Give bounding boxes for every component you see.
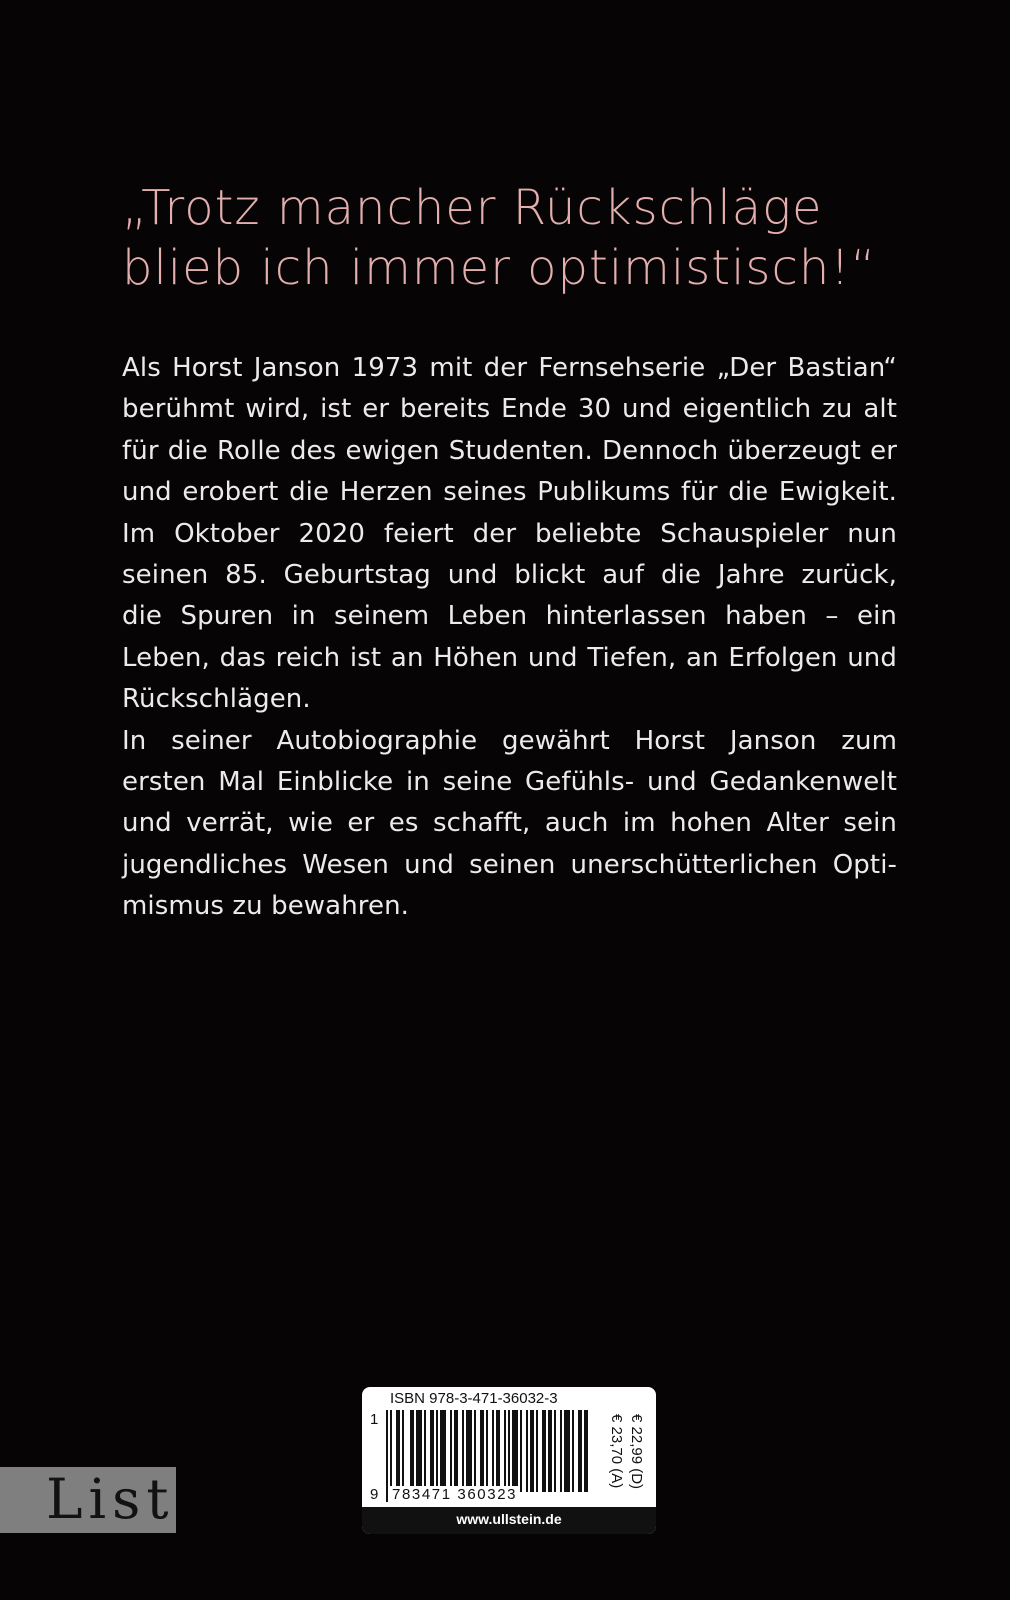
blurb-line: berühmt wird, ist er bereits Ende 30 und eigentlich zu alt <box>122 394 897 425</box>
price-block <box>602 1414 646 1502</box>
cover-quote <box>122 178 922 298</box>
blurb-line: In seiner Autobiographie gewährt Horst Janson zum <box>122 725 897 756</box>
isbn-text: ISBN 978-3-471-36032-3 <box>390 1390 558 1407</box>
quote-line: blieb ich immer optimistisch!“ <box>122 240 877 296</box>
publisher-name: List <box>46 1467 175 1531</box>
blurb-line: und erobert die Herzen seines Publikums für die Ewigkeit. <box>122 477 897 508</box>
website-strip <box>362 1507 656 1534</box>
blurb-line: Rückschlägen. <box>122 684 311 715</box>
blurb-line: für die Rolle des ewigen Studenten. Dennoch überzeugt er <box>122 435 897 466</box>
blurb-line: Leben, das reich ist an Höhen und Tiefen, an Erfolgen und <box>122 642 897 673</box>
quote-line: „Trotz mancher Rückschläge <box>122 180 823 236</box>
publisher-logo <box>0 1467 176 1533</box>
price-germany: € 22,99 (D) <box>628 1414 645 1490</box>
blurb-line: jugendliches Wesen und seinen unerschütterlichen Opti- <box>122 849 897 880</box>
barcode-digit-bottom: 9 <box>370 1486 379 1503</box>
blurb-line: seinen 85. Geburtstag und blickt auf die Jahre zurück, <box>122 559 897 590</box>
blurb-line: Als Horst Janson 1973 mit der Fernsehserie „Der Bastian“ <box>122 353 897 383</box>
barcode-label <box>362 1387 656 1534</box>
blurb-line: mismus zu bewahren. <box>122 891 410 922</box>
blurb-text <box>122 348 897 927</box>
price-austria: € 23,70 (A) <box>608 1414 625 1489</box>
blurb-line: ersten Mal Einblicke in seine Gefühls- und Gedankenwelt <box>122 766 897 797</box>
barcode-digit-top: 1 <box>370 1411 379 1428</box>
barcode-digits: 783471 360323 <box>392 1486 518 1503</box>
blurb-line: und verrät, wie er es schafft, auch im hohen Alter sein <box>122 808 897 839</box>
blurb-line: die Spuren in seinem Leben hinterlassen haben – ein <box>122 601 897 632</box>
website-link[interactable]: www.ullstein.de <box>456 1511 562 1527</box>
blurb-line: Im Oktober 2020 feiert der beliebte Schauspieler nun <box>122 518 897 549</box>
